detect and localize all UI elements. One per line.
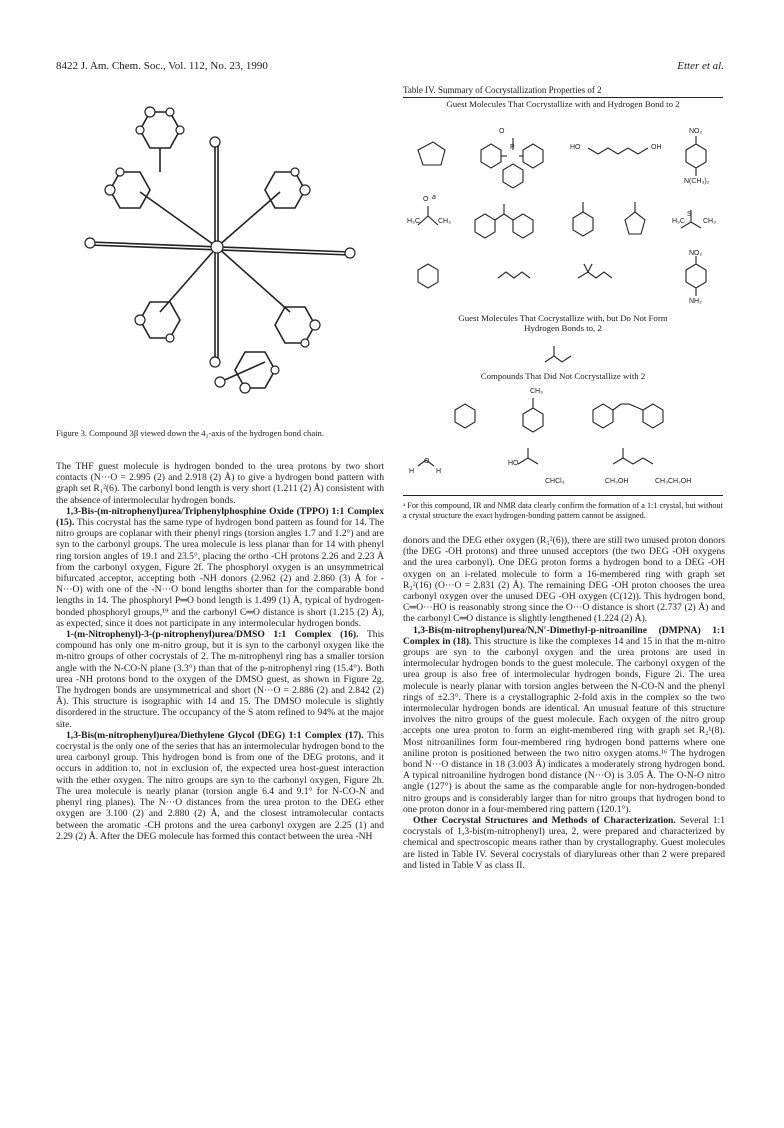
label-no2-dmpna: NO₂ xyxy=(689,128,703,135)
label-h-water: H xyxy=(409,468,415,475)
left-paragraph-1: The THF guest molecule is hydrogen bonded to the urea protons by two short contacts (N···O = 2.995 (2) and 2.918 (2) Å) to give a hydrogen bond pattern with graph set R₁²(6). The carbonyl bond length is very short (1.211 (2) Å) consistent with the absence of intermolecular hydrogen bonds. xyxy=(56,461,384,506)
left-paragraph-3 xyxy=(56,629,384,730)
other-cocrystals-body: Several 1:1 cocrystals of 1,3-bis(m-nitrophenyl) urea, 2, were prepared and characterized by chemical and spectroscopic means rather than by crystallography. Guest molecules are listed in Table IV. Several cocrystals of diarylureas other than 2 were prepared and listed in Table V as class II. xyxy=(403,815,726,871)
figure-3-structure xyxy=(80,82,370,420)
label-ch3-acetone: CH₃ xyxy=(438,218,451,225)
table-section-3-heading: Compounds That Did Not Cocrystallize with 2 xyxy=(480,371,646,381)
other-cocrystals-heading: Other Cocrystal Structures and Methods of Characterization. xyxy=(413,815,676,827)
complex-17-heading: 1,3-Bis(m-nitrophenyl)urea/Diethylene Glycol (DEG) 1:1 Complex (17). xyxy=(66,729,364,741)
left-column-text xyxy=(56,461,384,842)
figure-3-caption: Figure 3. Compound 3β viewed down the 4₂-axis of the hydrogen bond chain. xyxy=(56,428,325,438)
label-oh-glycol: OH xyxy=(651,144,662,151)
complex-18-body: This structure is like the complexes 14 and 15 in that the m-nitro groups are syn to the carbonyl oxygen and the urea protons are used in intermolecular hydrogen bonds to the guest molecule. The carbonyl oxygen of the urea group is also free of intermolecular hydrogen bonds, Figure 2i. The urea molecule is nearly planar with torsion angles between the N-CO-N and the phenyl rings of ±2.3°. There is a crystallographic 2-fold axis in the complex so the two intermolecular hydrogen bonds are identical. An unusual feature of this structure involves the nitro groups of the guest molecule. Each oxygen of the nitro group accepts one urea proton to form an eight-membered ring with graph set R₂¹(8). Most nitroanilines form four-membered ring hydrogen bond patterns where one aniline proton is positioned between the two nitro oxygen atoms.¹⁶ The hydrogen bond N···O distance in 18 (3.003 Å) indicates a moderately strong hydrogen bond. A typical nitroaniline hydrogen bond distance (N···O) is 3.05 Å. The O-N-O nitro angle (127°) is about the same as the comparable angle for non-hydrogen-bonded nitro groups and is considerably larger than for nitro groups that hydrogen bond to one proton donor in a four-membered ring pattern (120.1°). xyxy=(403,635,725,815)
complex-17-body: This cocrystal is the only one of the series that has an intermolecular hydrogen bond to the urea carbonyl group. This hydrogen bond is from one of the DEG protons, and it occurs in addition to, not in exclusion of, the expected urea host-guest interaction with the ether oxygen. The nitro groups are syn to the carbonyl oxygen, Figure 2h. The urea molecule is nearly planar (torsion angle 6.4 and 9.1° for N-CO-N and phenyl ring planes). The N···O distances from the urea proton to the DEG ether oxygen are 3.100 (2) and 2.880 (2) Å, and the closest intramolecular contacts between the aromatic -CH protons and the urea carbonyl oxygen are 2.25 (1) and 2.29 (2) Å. After the DEG molecule has formed this contact between the urea -NH xyxy=(56,729,384,842)
label-ho-acid: HO xyxy=(508,460,519,467)
section-2-structure xyxy=(540,340,580,368)
complex-16-heading: 1-(m-Nitrophenyl)-3-(p-nitrophenyl)urea/DMSO 1:1 Complex (16). xyxy=(66,629,359,641)
label-h-water-2: H xyxy=(436,468,442,475)
table-bottom-rule xyxy=(403,495,723,496)
label-nh2-pna: NH₂ xyxy=(689,298,702,305)
label-h3c-dmso: H₃C xyxy=(672,218,685,225)
table-section-2-heading: Guest Molecules That Cocrystallize with, but Do Not Form Hydrogen Bonds to, 2 xyxy=(458,313,668,333)
complex-15-heading: 1,3-Bis-(m-nitrophenyl)urea/Triphenylphosphine Oxide (TPPO) 1:1 Complex (15). xyxy=(56,505,384,529)
label-o-acetone: O xyxy=(423,196,429,203)
table-iv-title: Table IV. Summary of Cocrystallization Properties of 2 xyxy=(403,85,602,95)
label-no2-pna: NO₂ xyxy=(689,250,703,257)
label-ch3oh: CH₃OH xyxy=(605,478,629,485)
table-iv-structures-group-1 xyxy=(403,120,725,310)
label-o-tppo: O xyxy=(499,128,505,135)
right-column-text xyxy=(403,535,725,871)
running-header-left: 8422 J. Am. Chem. Soc., Vol. 112, No. 23, 1990 xyxy=(56,60,268,72)
label-p-tppo: P xyxy=(510,144,515,151)
left-paragraph-2 xyxy=(56,506,384,629)
label-s-dmso: S xyxy=(687,211,692,218)
complex-16-body: This compound has only one m-nitro group, but it is syn to the carbonyl oxygen like the m-nitro groups of other cocrystals of 2. The m-nitrophenyl ring has a smaller torsion angle with the N-CO-N plane (3.3°) than that of the p-nitrophenyl ring (15.4°). Both urea -NH protons bond to the oxygen of the DMSO guest, as shown in Figure 2g. The hydrogen bonds are unsymmetrical and short (N···O = 2.886 (2) and 2.842 (2) Å). This structure is isographic with 14 and 15. The DMSO molecule is slightly disordered in the structure. The occupancy of the S atom refined to 94% at the major site. xyxy=(56,629,385,730)
right-paragraph-3 xyxy=(403,815,725,871)
label-o-water: O xyxy=(424,458,430,465)
label-ho-glycol: HO xyxy=(570,144,581,151)
right-paragraph-1: donors and the DEG ether oxygen (R₁²(6)), there are still two unused proton donors (the DEG -OH protons) and three unused acceptors (the two DEG -OH oxygens and the urea carbonyl). One DEG proton forms a hydrogen bond to a DEG -OH oxygen on an i-related molecule to form a 16-membered ring with graph set R₂²(16) (O···O = 2.831 (2) Å). The remaining DEG -OH proton chooses the urea carbonyl oxygen over the unused DEG -OH oxygen (C(12)). This hydrogen bond, C═O···HO is reasonably strong since the O···O distance is short (2.737 (2) Å) and the carbonyl C═O distance is slightly lengthened (1.224 (2) Å). xyxy=(403,535,725,625)
label-ch3-dmso: CH₃ xyxy=(703,218,716,225)
label-h3c-acetone: H₃C xyxy=(407,218,420,225)
label-ch3ch2oh: CH₃CH₂OH xyxy=(655,478,692,485)
label-nme2: N(CH₃)₂ xyxy=(684,178,710,185)
left-paragraph-4 xyxy=(56,730,384,842)
running-header-right: Etter et al. xyxy=(677,60,724,72)
label-chcl3: CHCl₃ xyxy=(545,478,565,485)
table-top-rule xyxy=(403,97,723,98)
table-section-1-heading: Guest Molecules That Cocrystallize with and Hydrogen Bond to 2 xyxy=(446,99,680,109)
right-paragraph-2 xyxy=(403,625,725,815)
complex-18-heading: 1,3-Bis(m-nitrophenyl)urea/N,N′-Dimethyl-p-nitroaniline (DMPNA) 1:1 Complex in (18). xyxy=(403,624,725,647)
footnote-marker-a: a xyxy=(432,194,436,201)
label-ch3-toluene: CH₃ xyxy=(530,388,543,395)
table-footnote: ᵃ For this compound, IR and NMR data clearly confirm the formation of a 1:1 crystal, but without a crystal structure the exact hydrogen-bonding pattern cannot be assigned. xyxy=(403,501,723,520)
complex-15-body: This cocrystal has the same type of hydrogen bond pattern as found for 14. The nitro groups are coplanar with their phenyl rings (torsion angles 1.7 and 1.2°) and are syn to the carbonyl groups. The urea molecule is less planar than for 14 with phenyl ring torsion angles of 19.1 and 23.5°, placing the ortho -CH protons 2.26 and 2.23 Å from the carbonyl oxygen, Figure 2f. The phosphoryl oxygen is an unsymmetrical bifurcated acceptor, accepting both -NH donors (2.962 (2) and 2.860 (3) Å for -N···O) with one of the -N···O bond lengths shorter than for the comparable bond lengths in 14. The phosphoryl P═O bond length is 1.499 (1) Å, typical of hydrogen-bonded phosphoryl groups,¹⁹ and the carbonyl C═O distance is short (1.215 (2) Å), as expected, since it does not participate in any intermolecular hydrogen bonds. xyxy=(56,517,384,629)
